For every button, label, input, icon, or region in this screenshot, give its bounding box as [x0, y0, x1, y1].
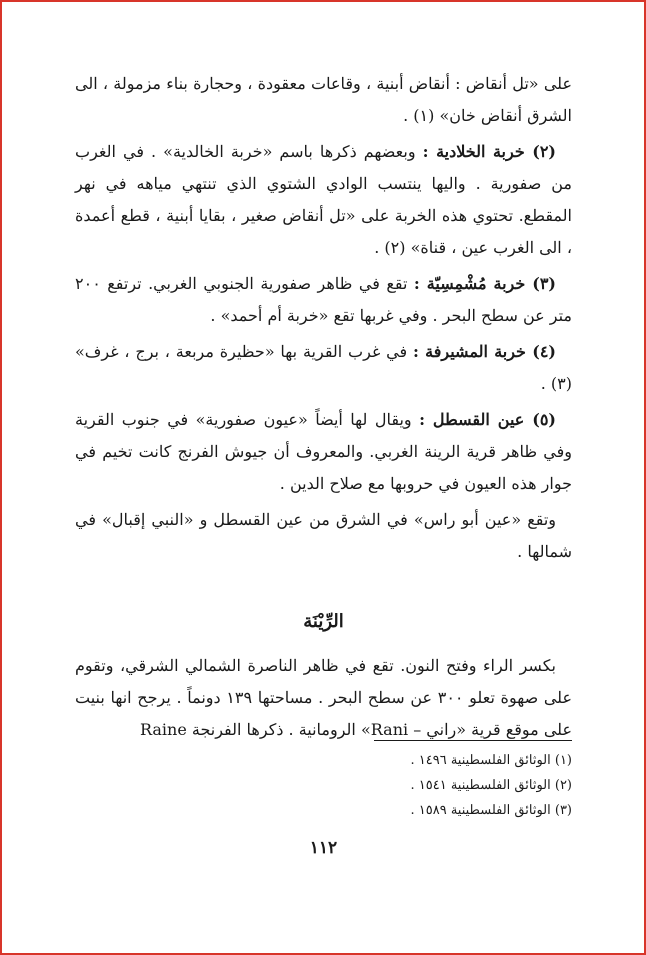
- footnote-item: (١) الوثائق الفلسطينية ١٤٩٦ .: [410, 753, 572, 768]
- entry-title: (٣) خربة مُشْمِسِيّة :: [413, 274, 556, 293]
- footnote-divider: [374, 740, 572, 741]
- document-page: [75, 68, 573, 858]
- entry-title: (٥) عين القسطل :: [419, 410, 556, 429]
- paragraph-khirbet-mushmisiya: [75, 268, 572, 332]
- entry-title: (٤) خربة المشيرفة :: [412, 342, 556, 361]
- paragraph-ein-al-qastal: [75, 404, 572, 500]
- section-paragraph: [75, 650, 572, 746]
- page-number: ١١٢: [309, 838, 338, 858]
- footnotes: [410, 748, 572, 823]
- footnote-item: (٣) الوثائق الفلسطينية ١٥٨٩ .: [410, 803, 572, 818]
- paragraph-text: ويقال لها أيضاً «عيون صفورية» في جنوب القرية وفي ظاهر قرية الرينة الغربي. والمعروف أن جيوش الفرنج كانت تخيم في جوار هذه العيون في حروبها مع صلاح الدين .: [75, 410, 573, 493]
- footnote-item: (٢) الوثائق الفلسطينية ١٥٤١ .: [410, 778, 572, 793]
- paragraph-text: وتقع «عين أبو راس» في الشرق من عين القسطل و «النبي إقبال» في شمالها .: [75, 510, 572, 561]
- paragraph-khirbet-khalladiya: [75, 136, 572, 264]
- paragraph-tal-anqad: [75, 68, 572, 132]
- paragraph-text: وبعضهم ذكرها باسم «خربة الخالدية» . في الغرب من صفورية . واليها ينتسب الوادي الشتوي الذي تنتهي مياهه في نهر المقطع. تحتوي هذه الخربة على «تل أنقاض صغير ، بقايا أبنية ، قطع أعمدة ، الى الغرب عين ، قناة» (٢) .: [75, 142, 572, 257]
- paragraph-ein-abu-ras: [75, 504, 572, 568]
- entry-title: (٢) خربة الخلادية :: [422, 142, 556, 161]
- paragraph-text: على «تل أنقاض : أنقاض أبنية ، وقاعات معقودة ، وحجارة بناء مزمولة ، الى الشرق أنقاض خان» (١) .: [75, 74, 572, 125]
- paragraph-text: بكسر الراء وفتح النون. تقع في ظاهر الناصرة الشمالي الشرقي، وتقوم على صهوة تعلو ٣٠٠ عن سطح البحر . مساحتها ١٣٩ دونماً . يرجح انها بنيت على موقع قرية «راني – Rani» الرومانية . ذكرها الفرنجة Raine: [75, 656, 573, 739]
- paragraph-text: في غرب القرية بها «حظيرة مربعة ، برج ، غرف» (٣) .: [75, 342, 572, 393]
- section-heading: الرِّيْنَة: [303, 611, 344, 632]
- paragraph-text: تقع في ظاهر صفورية الجنوبي الغربي. ترتفع ٢٠٠ متر عن سطح البحر . وفي غربها تقع «خربة أم أحمد» .: [75, 274, 572, 325]
- paragraph-khirbet-mushayrifa: [75, 336, 572, 400]
